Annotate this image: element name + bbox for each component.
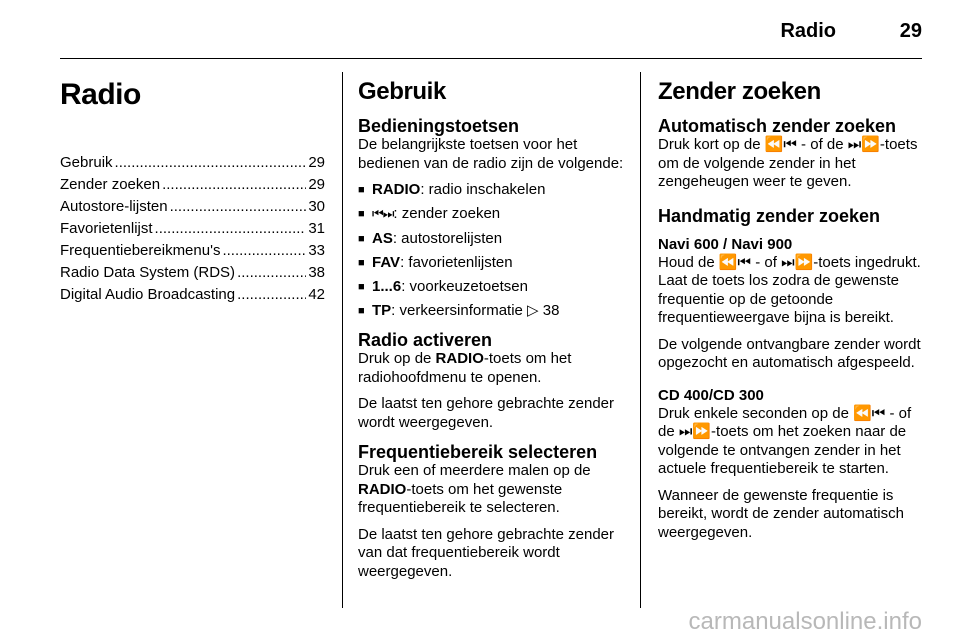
paragraph: Druk enkele seconden op de ⏪⏮ - of de ⏭⏩-toets om het zoeken naar de volgende te ontvangen zender in het actuele frequentiebereik te starten. xyxy=(658,404,912,477)
paragraph xyxy=(358,462,624,518)
key-desc: : autostorelijsten xyxy=(392,230,503,247)
key-item xyxy=(358,205,624,224)
toc-entry[interactable] xyxy=(60,196,325,218)
gebruik-column xyxy=(358,74,624,591)
toc-entry[interactable] xyxy=(60,152,325,174)
toc-label: Digital Audio Broadcasting xyxy=(60,286,236,303)
key-label: AS xyxy=(372,230,393,247)
key-desc: : radio inschakelen xyxy=(420,181,546,198)
toc-page: 29 xyxy=(308,176,325,193)
frequentiebereik-section xyxy=(358,442,624,581)
text: Druk op de xyxy=(358,350,436,367)
toc-label: Autostore-lijsten xyxy=(60,198,168,215)
key-desc: : verkeersinformatie ▷ 38 xyxy=(391,302,560,319)
handmatig-section xyxy=(658,206,926,543)
toc-page: 30 xyxy=(308,198,325,215)
paragraph xyxy=(358,350,624,387)
key-item xyxy=(358,230,624,248)
key-label: RADIO xyxy=(372,181,421,198)
key-desc: : favorietenlijsten xyxy=(400,254,513,271)
column-divider xyxy=(640,72,641,608)
toc-page: 38 xyxy=(308,264,325,281)
toc-leader xyxy=(237,284,306,306)
radio-activeren-section xyxy=(358,330,624,432)
toc-page: 29 xyxy=(308,154,325,171)
chapter-title: Radio xyxy=(60,78,141,111)
subsection-heading: Frequentiebereik selecteren xyxy=(358,442,598,462)
toc-entry[interactable] xyxy=(60,218,325,240)
subsection-heading: Handmatig zender zoeken xyxy=(658,205,881,226)
text: Druk een of meerdere malen op de xyxy=(358,462,591,479)
automatisch-section xyxy=(658,116,926,192)
key-label: RADIO xyxy=(358,480,407,498)
toc-list xyxy=(60,152,325,306)
key-list xyxy=(358,181,624,320)
toc-entry[interactable] xyxy=(60,262,325,284)
page-header xyxy=(60,12,922,60)
column-divider xyxy=(342,72,343,608)
paragraph: Houd de ⏪⏮ - of ⏭⏩-toets ingedrukt. Laat de toets los zodra de gewenste frequentie op de getoonde frequentieweergave bijna is bereikt. xyxy=(658,253,921,326)
seek-buttons-icon: ⏮⏭ xyxy=(372,207,394,222)
key-label: TP xyxy=(372,302,392,319)
text: -toets om het radiohoofdmenu te openen. xyxy=(358,350,572,386)
watermark: carmanualsonline.info xyxy=(688,608,922,635)
key-label: 1...6 xyxy=(372,278,402,295)
model-heading: Navi 600 / Navi 900 xyxy=(658,235,793,253)
paragraph: De volgende ontvangbare zender wordt opgezocht en automatisch afgespeeld. xyxy=(658,335,921,371)
key-item xyxy=(358,254,624,272)
section-title: Zender zoeken xyxy=(658,78,821,105)
toc-leader xyxy=(155,218,307,240)
toc-leader xyxy=(222,240,306,262)
intro-text: De belangrijkste toetsen voor het bedienen van de radio zijn de volgende: xyxy=(358,136,624,172)
header-rule xyxy=(60,58,922,59)
section-title: Gebruik xyxy=(358,78,446,105)
zender-zoeken-column xyxy=(658,74,926,552)
text: -toets om het gewenste frequentiebereik te selecteren. xyxy=(358,480,563,516)
key-label: RADIO xyxy=(435,350,484,367)
toc-entry[interactable] xyxy=(60,240,325,262)
toc-page: 42 xyxy=(308,286,325,303)
toc-entry[interactable] xyxy=(60,174,325,196)
bedieningstoetsen-section xyxy=(358,116,624,320)
subsection-heading: Automatisch zender zoeken xyxy=(658,116,897,136)
key-desc: : voorkeuzetoetsen xyxy=(401,278,528,295)
toc-label: Frequentiebereikmenu's xyxy=(60,242,221,259)
key-item xyxy=(358,278,624,296)
subsection-heading: Radio activeren xyxy=(358,330,493,350)
toc-label: Zender zoeken xyxy=(60,176,161,193)
paragraph: De laatst ten gehore gebrachte zender wordt weergegeven. xyxy=(358,395,615,431)
toc-label: Favorietenlijst xyxy=(60,220,153,237)
key-desc: : zender zoeken xyxy=(393,205,501,222)
toc-entry[interactable] xyxy=(60,284,325,306)
running-title: Radio xyxy=(780,20,836,42)
page-number: 29 xyxy=(899,20,922,42)
key-item xyxy=(358,302,624,320)
paragraph: De laatst ten gehore gebrachte zender van dat frequentiebereik wordt weergegeven. xyxy=(358,525,615,580)
paragraph: Wanneer de gewenste frequentie is bereikt, wordt de zender automatisch weergegeven. xyxy=(658,486,904,541)
toc-page: 31 xyxy=(308,220,325,237)
key-label: FAV xyxy=(372,254,401,271)
toc-leader xyxy=(237,262,306,284)
model-heading: CD 400/CD 300 xyxy=(658,386,764,404)
toc-leader xyxy=(170,196,307,218)
toc-column xyxy=(60,74,325,306)
toc-leader xyxy=(115,152,307,174)
toc-label: Gebruik xyxy=(60,154,113,171)
paragraph: Druk kort op de ⏪⏮ - of de ⏭⏩-toets om de volgende zender in het zengeheugen weer te geven. xyxy=(658,136,918,190)
toc-leader xyxy=(162,174,306,196)
key-item xyxy=(358,181,624,199)
toc-page: 33 xyxy=(308,242,325,259)
subsection-heading: Bedieningstoetsen xyxy=(358,116,520,136)
toc-label: Radio Data System (RDS) xyxy=(60,264,236,281)
